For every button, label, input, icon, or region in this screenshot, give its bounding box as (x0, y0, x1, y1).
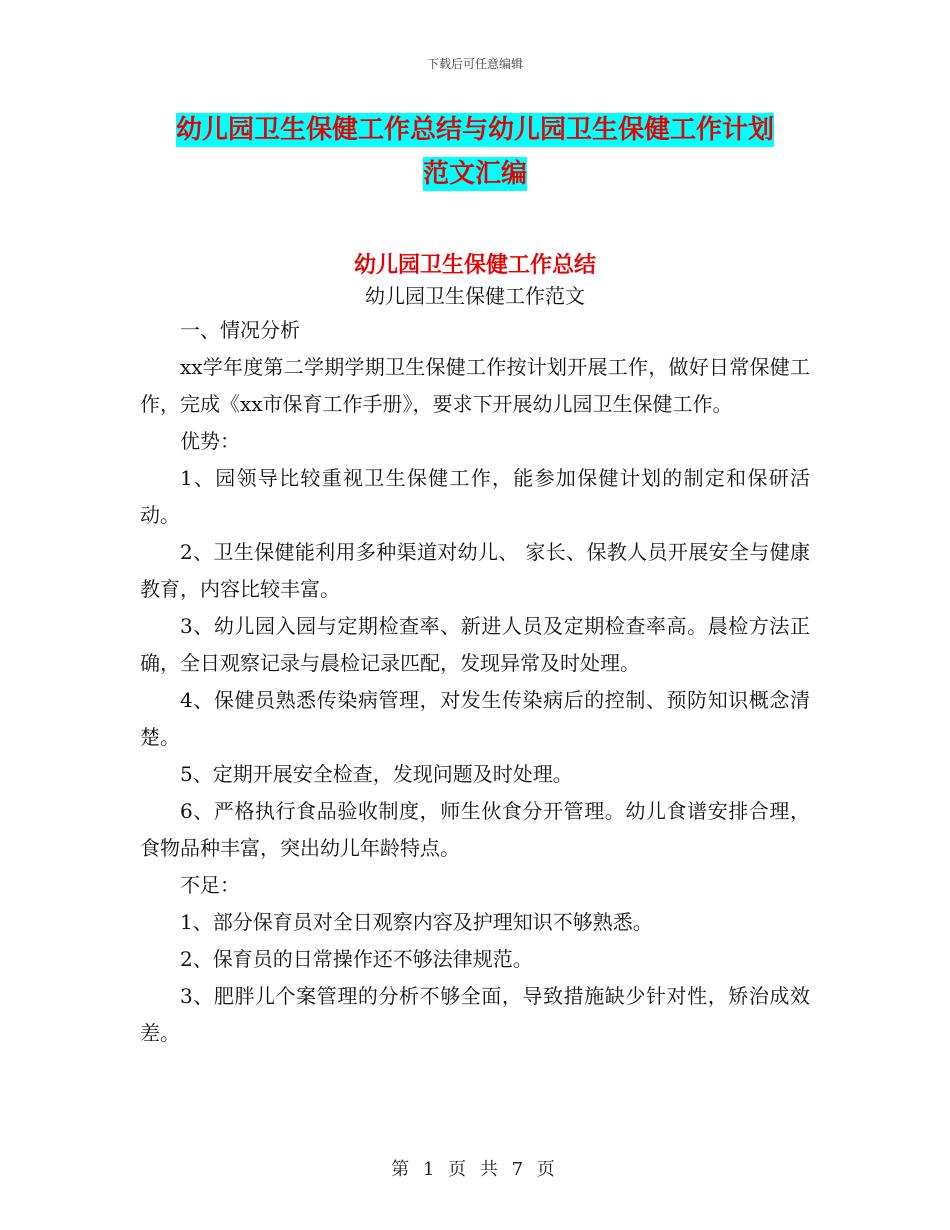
section-heading: 幼儿园卫生保健工作总结 (353, 253, 596, 278)
paragraph: xx学年度第二学期学期卫生保健工作按计划开展工作，做好日常保健工作，完成《xx市保育工作手册》，要求下开展幼儿园卫生保健工作。 (140, 355, 810, 416)
paragraph: 2、卫生保健能利用多种渠道对幼儿、 家长、保教人员开展安全与健康教育，内容比较丰富。 (140, 540, 810, 601)
paragraph: 5、定期开展安全检查，发现问题及时处理。 (180, 762, 573, 786)
paragraph: 优势： (180, 429, 240, 453)
header-note: 下载后可任意编辑 (426, 57, 523, 71)
paragraph: 1、园领导比较重视卫生保健工作，能参加保健计划的制定和保研活动。 (140, 466, 810, 527)
paragraph: 4、保健员熟悉传染病管理，对发生传染病后的控制、预防知识概念清楚。 (140, 688, 810, 749)
document-title-line-1: 幼儿园卫生保健工作总结与幼儿园卫生保健工作计划 (175, 115, 774, 145)
paragraph: 1、部分保育员对全日观察内容及护理知识不够熟悉。 (180, 910, 653, 934)
paragraph: 2、保育员的日常操作还不够法律规范。 (180, 947, 533, 971)
document-title-line-2: 范文汇编 (422, 159, 527, 189)
page-footer: 第 1 页 共 7 页 (391, 1159, 559, 1180)
paragraph: 不足： (180, 873, 240, 897)
body-content (140, 312, 810, 1052)
paragraph: 一、情况分析 (180, 318, 300, 342)
paragraph: 3、肥胖儿个案管理的分析不够全面，导致措施缺少针对性，矫治成效差。 (140, 984, 810, 1045)
section-subheading: 幼儿园卫生保健工作范文 (365, 284, 585, 308)
paragraph: 6、严格执行食品验收制度，师生伙食分开管理。幼儿食谱安排合理，食物品种丰富，突出幼儿年龄特点。 (140, 799, 810, 860)
document-title (140, 108, 810, 196)
paragraph: 3、幼儿园入园与定期检查率、新进人员及定期检查率高。晨检方法正确，全日观察记录与晨检记录匹配，发现异常及时处理。 (140, 614, 810, 675)
